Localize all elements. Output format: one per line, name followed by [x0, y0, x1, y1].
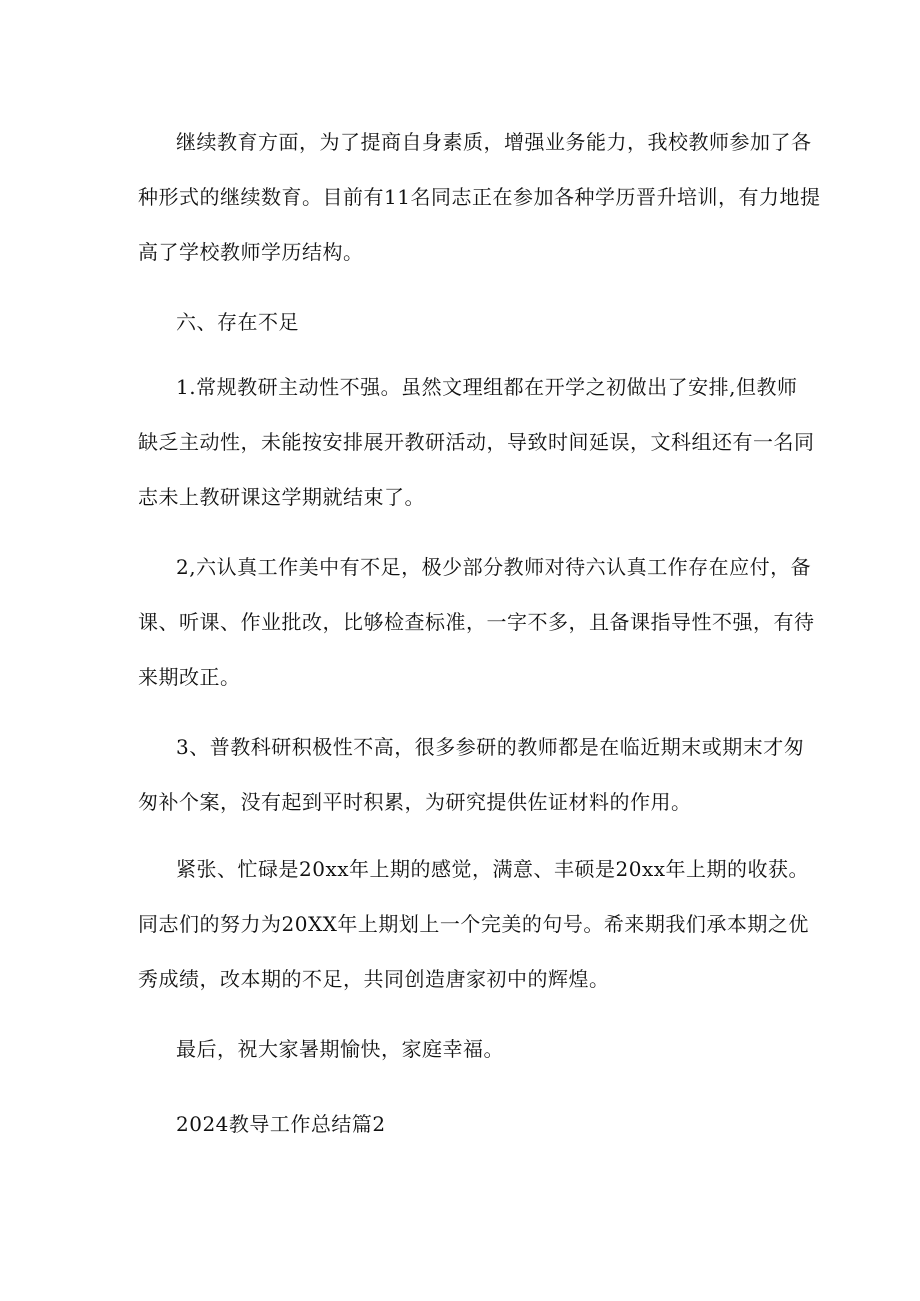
shortcoming-1-line-2: 缺乏主动性，未能按安排展开教研活动，导致时间延误，文科组还有一名同	[138, 430, 815, 454]
shortcoming-2-line-1: 2,六认真工作美中有不足，极少部分教师对待六认真工作存在应付，备	[176, 555, 812, 579]
shortcoming-2-line-3: 来期改正。	[138, 665, 241, 689]
paragraph-continuing-education-line-1: 继续教育方面，为了提商自身素质，增强业务能力，我校教师参加了各	[176, 130, 812, 154]
closing-wishes: 最后，祝大家暑期愉快，家庭幸福。	[176, 1037, 504, 1061]
closing-paragraph-line-1: 紧张、忙碌是20xx年上期的感觉，满意、丰硕是20xx年上期的收获。	[176, 857, 810, 881]
paragraph-continuing-education-line-2: 种形式的继续数育。目前有11名同志正在参加各种学历晋升培训，有力地提	[138, 185, 821, 209]
closing-paragraph-line-3: 秀成绩，改本期的不足，共同创造唐家初中的辉煌。	[138, 967, 610, 991]
shortcoming-1-line-1: 1.常规教研主动性不强。虽然文理组都在开学之初做出了安排,但教师	[176, 375, 798, 399]
closing-paragraph-line-2: 同志们的努力为20XX年上期划上一个完美的句号。希来期我们承本期之优	[138, 912, 809, 936]
paragraph-continuing-education-line-3: 高了学校教师学历结构。	[138, 240, 364, 264]
section-heading-shortcomings: 六、存在不足	[176, 310, 299, 334]
shortcoming-3-line-2: 匆补个案，没有起到平时积累，为研究提供佐证材料的作用。	[138, 790, 692, 814]
shortcoming-3-line-1: 3、普教科研积极性不高，很多参研的教师都是在临近期末或期末才匆	[176, 735, 805, 759]
next-section-title: 2024教导工作总结篇2	[176, 1112, 386, 1136]
shortcoming-2-line-2: 课、听课、作业批改，比够检查标准，一字不多，且备课指导性不强，有待	[138, 610, 815, 634]
shortcoming-1-line-3: 志未上教研课这学期就结束了。	[138, 485, 425, 509]
